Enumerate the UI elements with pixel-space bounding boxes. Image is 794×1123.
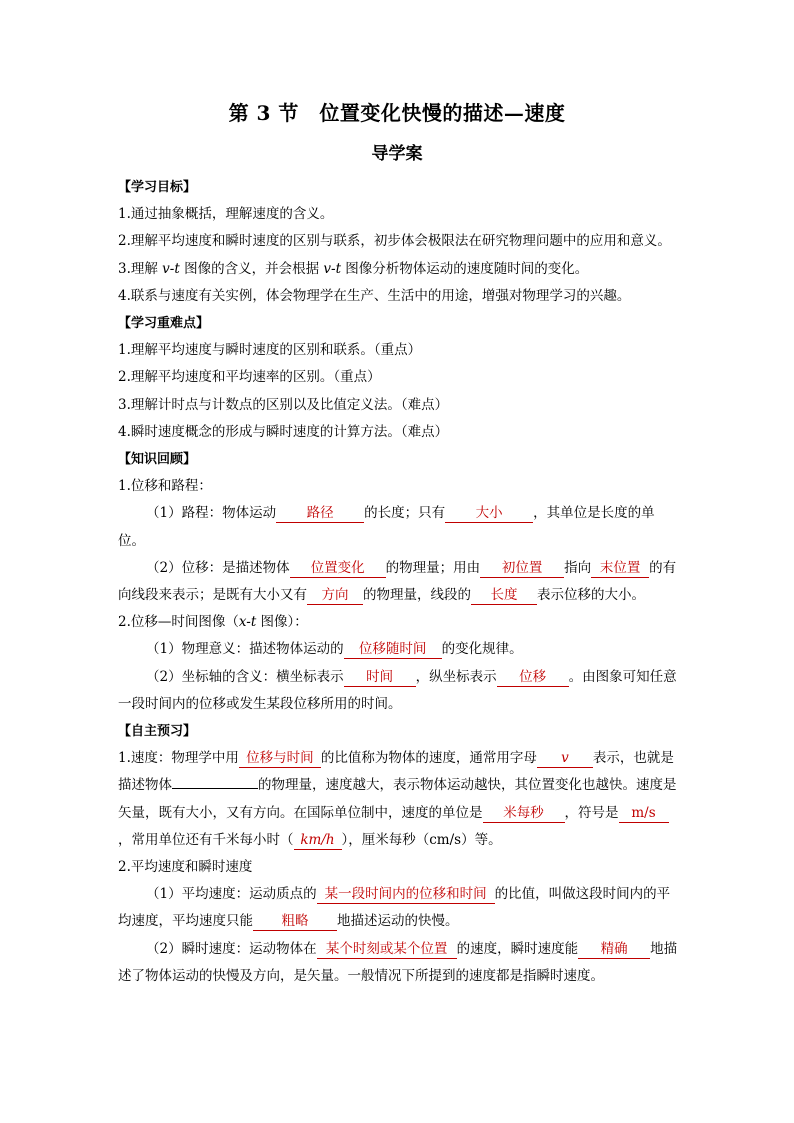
goal-item-1: 1.通过抽象概括，理解速度的含义。 bbox=[118, 206, 334, 223]
review-q2b: （2）坐标轴的含义：横坐标表示 时间 ，纵坐标表示 位移 。由图象可知任意一段时间内的位移或发生某段位移所用的时间。 bbox=[118, 668, 677, 712]
answer-blank: 方向 bbox=[307, 587, 363, 605]
answer-blank: 末位置 bbox=[591, 560, 649, 578]
answer-blank: km/h bbox=[294, 832, 342, 850]
key-point-2: 2.理解平均速度和平均速率的区别。（重点） bbox=[118, 369, 381, 386]
section-heading-review: 【知识回顾】 bbox=[118, 452, 197, 468]
answer-blank: 某个时刻或某个位置 bbox=[317, 941, 457, 959]
answer-blank: 粗略 bbox=[253, 913, 337, 931]
answer-blank: 精确 bbox=[578, 941, 650, 959]
page-subtitle: 导学案 bbox=[371, 144, 423, 164]
answer-blank: 位移随时间 bbox=[344, 641, 442, 659]
key-point-4: 4.瞬时速度概念的形成与瞬时速度的计算方法。（难点） bbox=[118, 423, 449, 440]
answer-blank: 某一段时间内的位移和时间 bbox=[317, 886, 495, 904]
answer-blank: m/s bbox=[619, 805, 669, 823]
empty-blank bbox=[172, 788, 258, 789]
answer-blank: 位移 bbox=[497, 669, 569, 687]
review-q1: 1.位移和路程： bbox=[118, 478, 212, 495]
review-q1b: （2）位移：是描述物体 位置变化 的物理量；用由 初位置 指向 末位置 的有向线段来表示；是既有大小又有 方向 的物理量，线段的 长度 表示位移的大小。 bbox=[118, 559, 677, 604]
review-q1a: （1）路程：物体运动 路径 的长度；只有 大小 ，其单位是长度的单位。 bbox=[118, 505, 655, 549]
document-body bbox=[118, 174, 680, 990]
preview-p2b: （2）瞬时速度：运动物体在 某个时刻或某个位置 的速度，瞬时速度能 精确 地描述了物体运动的快慢及方向，是矢量。一般情况下所提到的速度都是指瞬时速度。 bbox=[118, 940, 678, 984]
preview-p2: 2.平均速度和瞬时速度 bbox=[118, 859, 253, 876]
goal-item-3: 3.理解 v-t 图像的含义，并会根据 v-t 图像分析物体运动的速度随时间的变化。 bbox=[118, 260, 589, 277]
review-q2: 2.位移—时间图像（x-t 图像）： bbox=[118, 614, 308, 631]
answer-blank: 大小 bbox=[445, 505, 533, 523]
section-heading-preview: 【自主预习】 bbox=[118, 724, 197, 740]
key-point-3: 3.理解计时点与计数点的区别以及比值定义法。（难点） bbox=[118, 396, 449, 413]
section-heading-goals: 【学习目标】 bbox=[118, 180, 197, 195]
answer-blank: 位置变化 bbox=[290, 560, 386, 578]
goal-item-2: 2.理解平均速度和瞬时速度的区别与联系，初步体会极限法在研究物理问题中的应用和意义。 bbox=[118, 233, 671, 250]
answer-blank: 米每秒 bbox=[483, 805, 565, 823]
answer-blank: v bbox=[537, 750, 593, 768]
preview-p1: 1.速度：物理学中用 位移与时间 的比值称为物体的速度，通常用字母 v 表示，也就是描述物体 的物理量，速度越大，表示物体运动越快，其位置变化也越快。速度是矢量，既有大小，又有方向。在国际单位制中，速度的单位是 米每秒 ，符号是 m/s，常用单位还有千米每小时（ km/h ），厘米每秒（cm/s）等。 bbox=[118, 750, 677, 848]
answer-blank: 时间 bbox=[344, 669, 416, 687]
review-q2a: （1）物理意义：描述物体运动的 位移随时间 的变化规律。 bbox=[146, 641, 523, 658]
section-heading-key-points: 【学习重难点】 bbox=[118, 316, 210, 332]
key-point-1: 1.理解平均速度与瞬时速度的区别和联系。（重点） bbox=[118, 342, 422, 359]
answer-blank: 长度 bbox=[471, 587, 537, 605]
goal-item-4: 4.联系与速度有关实例，体会物理学在生产、生活中的用途，增强对物理学习的兴趣。 bbox=[118, 287, 631, 304]
page-title: 第 3 节 位置变化快慢的描述—速度 bbox=[228, 101, 566, 125]
preview-p2a: （1）平均速度：运动质点的 某一段时间内的位移和时间 的比值，叫做这段时间内的平均速度，平均速度只能 粗略 地描述运动的快慢。 bbox=[118, 886, 671, 930]
answer-blank: 路径 bbox=[276, 505, 364, 523]
answer-blank: 位移与时间 bbox=[239, 750, 321, 768]
answer-blank: 初位置 bbox=[480, 560, 564, 578]
